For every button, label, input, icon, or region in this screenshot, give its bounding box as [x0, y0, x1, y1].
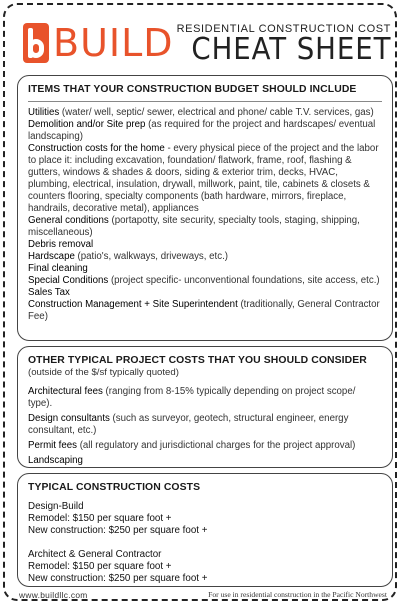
footer	[19, 590, 391, 602]
header	[15, 19, 395, 67]
other-costs-section	[17, 346, 393, 468]
budget-items-section	[17, 75, 393, 341]
website-link[interactable]: www.buildllc.com	[19, 590, 88, 600]
list-item	[28, 107, 382, 119]
spacer	[28, 537, 382, 549]
item-detail: (traditionally, General Contractor Fee)	[28, 299, 380, 322]
cost-line: New construction: $250 per square foot +	[28, 573, 208, 584]
item-lead: Design consultants	[28, 413, 110, 424]
list-item	[28, 119, 382, 143]
list-item	[28, 143, 382, 215]
item-lead: Sales Tax	[28, 287, 70, 298]
document-subtitle: RESIDENTIAL CONSTRUCTION COST	[176, 23, 391, 35]
list-item	[28, 239, 382, 251]
list-item	[28, 263, 382, 275]
cost-line: Remodel: $150 per square foot +	[28, 561, 172, 572]
list-item	[28, 251, 382, 263]
cost-group-name: Design-Build	[28, 501, 84, 512]
divider	[28, 101, 382, 102]
section-title: OTHER TYPICAL PROJECT COSTS THAT YOU SHOULD CONSIDER	[28, 355, 367, 366]
section-title: TYPICAL CONSTRUCTION COSTS	[28, 482, 201, 493]
typical-costs-list	[28, 501, 382, 585]
item-lead: Utilities	[28, 107, 60, 118]
item-lead: Construction costs for the home	[28, 143, 165, 154]
footer-note: For use in residential construction in the Pacific Northwest	[208, 590, 387, 599]
item-detail: (project specific- unconventional foundations, site access, etc.)	[108, 275, 380, 286]
section-title: ITEMS THAT YOUR CONSTRUCTION BUDGET SHOULD INCLUDE	[28, 84, 357, 95]
list-item	[28, 413, 382, 437]
item-detail: (ranging from 8-15% typically depending on project scope/ type).	[28, 386, 356, 409]
list-item	[28, 287, 382, 299]
item-detail: (portapotty, site security, specialty tools, staging, shipping, miscellaneous)	[28, 215, 360, 238]
item-lead: Demolition and/or Site prep	[28, 119, 146, 130]
item-detail: (such as surveyor, geotech, structural engineer, energy consultant, etc.)	[28, 413, 349, 436]
cost-line: Remodel: $150 per square foot +	[28, 513, 172, 524]
item-detail: (all regulatory and jurisdictional charges for the project approval)	[77, 440, 356, 451]
item-lead: Architectural fees	[28, 386, 103, 397]
list-item	[28, 386, 382, 410]
item-lead: General conditions	[28, 215, 109, 226]
build-logo-icon	[23, 23, 49, 63]
item-lead: Construction Management + Site Superintendent	[28, 299, 238, 310]
item-detail: (water/ well, septic/ sewer, electrical and phone/ cable T.V. services, gas)	[59, 107, 374, 118]
cheat-sheet-card	[3, 3, 397, 601]
item-detail: - every physical piece of the project and the labor to place it: including excavation, foundation/ flatwork, frame, roof, flashing & gutters, windows & shades & doors, siding & exterior trim, decks, HVAC, plumbing, electrical, insulation, drywall, millwork, paint, tile, cabinets & closets & counters flooring, specialty components (bath hardware, mirrors, fireplace, handrails, decorative metal), appliances	[28, 143, 379, 214]
item-lead: Debris removal	[28, 239, 94, 250]
item-lead: Final cleaning	[28, 263, 88, 274]
cost-group-name: Architect & General Contractor	[28, 549, 162, 560]
list-item	[28, 440, 382, 452]
list-item	[28, 215, 382, 239]
item-detail: (patio's, walkways, driveways, etc.)	[74, 251, 228, 262]
typical-costs-section	[17, 473, 393, 587]
list-item	[28, 299, 382, 323]
logo-text: BUILD	[53, 21, 174, 65]
list-item	[28, 275, 382, 287]
item-lead: Landscaping	[28, 455, 83, 466]
other-costs-list	[28, 386, 382, 467]
item-lead: Permit fees	[28, 440, 77, 451]
list-item	[28, 455, 382, 467]
cost-line: New construction: $250 per square foot +	[28, 525, 208, 536]
section-subtitle: (outside of the $/sf typically quoted)	[28, 367, 179, 378]
document-title: CHEAT SHEET	[191, 32, 391, 67]
item-lead: Special Conditions	[28, 275, 109, 286]
budget-items-list	[28, 107, 382, 323]
item-detail: (as required for the project and hardscapes/ eventual landscaping)	[28, 119, 376, 142]
item-lead: Hardscape	[28, 251, 75, 262]
